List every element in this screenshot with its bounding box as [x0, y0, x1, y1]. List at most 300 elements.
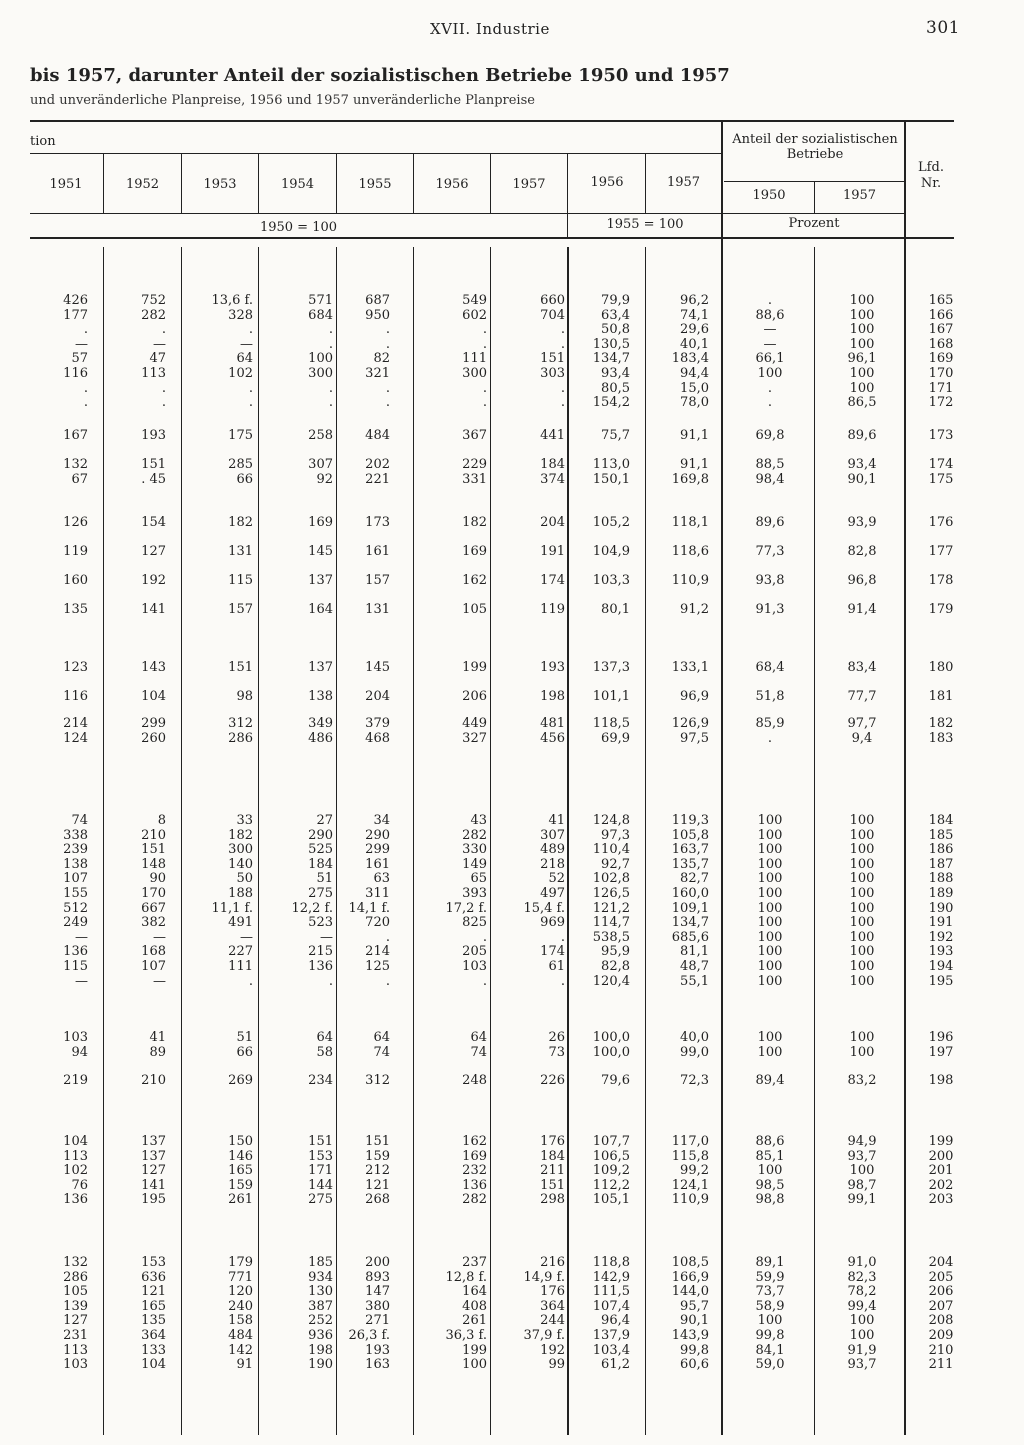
table-cell: 338: [63, 827, 88, 843]
table-cell: .: [482, 973, 487, 989]
table-cell: 66: [236, 471, 253, 487]
table-cell: 449: [462, 716, 487, 731]
table-cell: 91,3: [755, 602, 785, 617]
table-cell: 91: [236, 1357, 253, 1373]
table-cell: 105,1: [592, 1192, 630, 1208]
table-cell: .: [767, 730, 773, 746]
table-cell: 271: [365, 1313, 390, 1329]
table-cell: 120: [228, 1284, 253, 1300]
table-cell: 126: [63, 515, 88, 530]
table-cell: 387: [308, 1298, 333, 1314]
table-cell: 98,7: [847, 1177, 877, 1193]
table-cell: .: [560, 322, 565, 338]
table-cell: 182: [228, 515, 253, 530]
share-year-header: 1950: [752, 188, 786, 203]
table-cell: 151: [141, 842, 166, 858]
table-cell: 89,6: [755, 515, 785, 530]
table-cell: .: [83, 395, 88, 411]
table-cell: 114,7: [592, 915, 630, 931]
table-cell: 258: [308, 428, 333, 443]
table-cell: 9,4: [851, 730, 873, 746]
table-cell: 100: [849, 929, 875, 945]
table-cell: 76: [71, 1177, 88, 1193]
table-cell: 100: [757, 366, 783, 381]
table-cell: 825: [462, 915, 487, 931]
table-cell: 525: [308, 842, 333, 858]
table-cell: 89,4: [755, 1073, 785, 1088]
table-cell: 199: [462, 1342, 487, 1358]
table-cell: 100: [849, 293, 875, 308]
table-cell: 130: [308, 1284, 333, 1300]
table-cell: 100: [849, 336, 875, 352]
table-cell: 166,9: [671, 1269, 709, 1285]
row-number: 173: [928, 428, 954, 443]
table-cell: 167: [63, 428, 88, 443]
row-number: 206: [928, 1284, 954, 1300]
table-cell: 144: [308, 1177, 333, 1193]
table-cell: 311: [365, 886, 390, 901]
table-cell: 137: [308, 573, 333, 588]
table-cell: 118,1: [671, 515, 709, 530]
row-number: 181: [928, 689, 954, 704]
row-number: 190: [928, 900, 954, 916]
row-number: 166: [928, 307, 954, 323]
table-cell: 205: [462, 944, 487, 960]
table-cell: 173: [365, 515, 390, 530]
table-cell: 100: [757, 929, 783, 945]
table-cell: 202: [365, 457, 390, 472]
table-cell: .: [248, 380, 253, 396]
table-cell: .: [482, 929, 487, 945]
table-cell: 198: [308, 1342, 333, 1358]
table-cell: 15,4 f.: [523, 900, 565, 916]
table-cell: 175: [228, 428, 253, 443]
table-cell: 123: [63, 660, 88, 675]
table-cell: 12,8 f.: [445, 1269, 487, 1285]
table-cell: 138: [308, 689, 333, 704]
row-number: 184: [928, 813, 954, 828]
table-cell: 135,7: [671, 856, 709, 872]
table-cell: 159: [228, 1177, 253, 1193]
table-cell: 17,2 f.: [445, 900, 487, 916]
table-cell: 77,7: [847, 689, 877, 704]
table-cell: 321: [365, 366, 390, 381]
table-cell: 182: [228, 827, 253, 843]
table-cell: 134,7: [592, 351, 630, 367]
table-cell: 177: [63, 307, 88, 323]
table-cell: 107: [141, 959, 166, 974]
table-cell: 145: [308, 544, 333, 559]
table-cell: 100,0: [592, 1044, 630, 1060]
table-cell: 97,3: [601, 827, 630, 843]
table-cell: 193: [365, 1342, 390, 1358]
table-cell: —: [153, 973, 166, 989]
table-cell: 94: [71, 1044, 88, 1060]
row-number: 172: [928, 395, 954, 411]
table-cell: 82: [373, 351, 390, 367]
table-cell: 82,8: [847, 544, 877, 559]
table-cell: 176: [540, 1134, 565, 1149]
table-cell: 193: [540, 660, 565, 675]
table-cell: 227: [228, 944, 253, 960]
table-cell: 158: [228, 1313, 253, 1329]
row-number: 189: [928, 886, 954, 901]
table-cell: 103: [63, 1357, 88, 1373]
row-number: 178: [928, 573, 954, 588]
table-cell: 116: [63, 366, 88, 381]
table-cell: 61: [548, 959, 565, 974]
table-cell: .: [560, 336, 565, 352]
table-cell: 100: [849, 813, 875, 828]
table-cell: .: [385, 395, 390, 411]
table-cell: 164: [462, 1284, 487, 1300]
table-cell: 100: [849, 322, 875, 338]
table-cell: 41: [149, 1030, 166, 1045]
table-cell: 282: [462, 1192, 487, 1208]
table-cell: 77,3: [755, 544, 785, 559]
table-cell: 133,1: [671, 660, 709, 675]
table-cell: 115,8: [671, 1148, 709, 1164]
table-cell: 103,4: [592, 1342, 630, 1358]
table-cell: 137: [141, 1134, 166, 1149]
table-cell: 51: [316, 871, 333, 887]
table-cell: 121: [365, 1177, 390, 1193]
page-title: bis 1957, darunter Anteil der sozialistischen Betriebe 1950 und 1957: [30, 65, 730, 86]
table-cell: 486: [308, 730, 333, 746]
table-cell: 43: [470, 813, 487, 828]
table-cell: 50,8: [601, 322, 630, 338]
table-cell: 141: [141, 1177, 166, 1193]
row-number: 185: [928, 827, 954, 843]
table-cell: 260: [141, 730, 166, 746]
table-cell: 282: [462, 827, 487, 843]
table-cell: 100: [757, 827, 783, 843]
table-cell: 174: [540, 573, 565, 588]
table-cell: 14,9 f.: [523, 1269, 565, 1285]
table-cell: 100: [849, 1030, 875, 1045]
table-cell: 105: [462, 602, 487, 617]
table-cell: 100: [849, 900, 875, 916]
table-cell: 100: [849, 856, 875, 872]
table-cell: 112,2: [592, 1177, 630, 1193]
section-header: XVII. Industrie: [430, 20, 550, 38]
row-number: 207: [928, 1298, 954, 1314]
table-cell: 169: [308, 515, 333, 530]
table-cell: 161: [365, 856, 390, 872]
table-cell: 52: [548, 871, 565, 887]
table-cell: 298: [540, 1192, 565, 1208]
table-cell: 88,5: [755, 457, 785, 472]
table-cell: 119: [63, 544, 88, 559]
table-cell: 100: [757, 842, 783, 858]
table-cell: 29,6: [680, 322, 709, 338]
table-cell: 100: [757, 856, 783, 872]
table-cell: 275: [308, 886, 333, 901]
table-cell: 126,5: [592, 886, 630, 901]
table-cell: .: [482, 322, 487, 338]
table-cell: 103: [63, 1030, 88, 1045]
table-cell: 232: [462, 1163, 487, 1179]
table-cell: 115: [63, 959, 88, 974]
table-cell: 99,8: [755, 1328, 785, 1343]
table-cell: 110,9: [671, 1192, 709, 1208]
table-cell: 489: [540, 842, 565, 858]
table-cell: .: [328, 380, 333, 396]
table-cell: 115: [228, 573, 253, 588]
table-cell: 100: [757, 900, 783, 916]
year-header: 1955: [358, 177, 392, 192]
table-cell: 94,9: [847, 1134, 877, 1149]
table-cell: .: [161, 380, 166, 396]
table-cell: 90,1: [680, 1313, 709, 1329]
table-cell: 89,6: [847, 428, 877, 443]
table-cell: 91,2: [680, 602, 709, 617]
table-cell: 685,6: [671, 929, 709, 945]
table-cell: 100: [757, 1313, 783, 1329]
table-cell: 667: [141, 900, 166, 916]
table-cell: 136: [63, 1192, 88, 1208]
table-cell: 214: [63, 716, 88, 731]
table-cell: —: [153, 929, 166, 945]
table-cell: 206: [462, 689, 487, 704]
table-cell: .: [328, 336, 333, 352]
table-cell: 100: [757, 1030, 783, 1045]
table-cell: 602: [462, 307, 487, 323]
table-cell: 103: [462, 959, 487, 974]
table-cell: 275: [308, 1192, 333, 1208]
table-cell: 59,9: [755, 1269, 785, 1285]
table-cell: 184: [308, 856, 333, 872]
table-cell: 299: [141, 716, 166, 731]
share-year-header: 1957: [842, 188, 877, 203]
table-cell: 124,8: [592, 813, 630, 828]
table-cell: 93,7: [847, 1148, 877, 1164]
table-cell: 100: [849, 842, 875, 858]
table-cell: 89: [149, 1044, 166, 1060]
table-cell: 15,0: [680, 380, 709, 396]
table-cell: 113: [141, 366, 166, 381]
row-number: 202: [928, 1177, 954, 1193]
table-cell: 79,6: [601, 1073, 630, 1088]
table-cell: 212: [365, 1163, 390, 1179]
table-cell: 687: [365, 293, 390, 308]
table-cell: 151: [228, 660, 253, 675]
table-cell: 48,7: [680, 959, 709, 974]
table-cell: 132: [63, 1255, 88, 1270]
table-cell: 221: [365, 471, 390, 487]
table-cell: 106,5: [592, 1148, 630, 1164]
table-cell: 484: [365, 428, 390, 443]
table-cell: 47: [149, 351, 166, 367]
table-cell: 100: [849, 1313, 875, 1329]
table-cell: 132: [63, 457, 88, 472]
table-cell: 100: [757, 1044, 783, 1060]
table-cell: 68,4: [755, 660, 785, 675]
table-cell: 169: [462, 544, 487, 559]
table-cell: 303: [540, 366, 565, 381]
table-cell: 214: [365, 944, 390, 960]
table-cell: 12,2 f.: [291, 900, 333, 916]
table-cell: 100: [757, 915, 783, 931]
table-cell: 468: [365, 730, 390, 746]
row-number: 209: [928, 1328, 954, 1343]
table-cell: 636: [141, 1269, 166, 1285]
year-header: 1952: [125, 177, 160, 192]
table-cell: 40,0: [680, 1030, 709, 1045]
row-number: 187: [928, 856, 954, 872]
table-cell: 160,0: [671, 886, 709, 901]
table-cell: 216: [540, 1255, 565, 1270]
table-cell: 124: [63, 730, 88, 746]
top-rule: [30, 120, 954, 122]
year-header: 1953: [203, 177, 237, 192]
table-cell: 234: [308, 1073, 333, 1088]
table-cell: 893: [365, 1269, 390, 1285]
row-number: 197: [928, 1044, 954, 1060]
table-cell: 89,1: [755, 1255, 785, 1270]
table-cell: 163: [365, 1357, 390, 1373]
table-cell: 150,1: [592, 471, 630, 487]
table-cell: 51,8: [755, 689, 785, 704]
table-cell: 88,6: [755, 1134, 785, 1149]
table-cell: 684: [308, 307, 333, 323]
table-cell: 121,2: [592, 900, 630, 916]
table-cell: 168: [141, 944, 166, 960]
table-cell: 100: [757, 871, 783, 887]
table-cell: —: [75, 973, 88, 989]
table-cell: 34: [373, 813, 390, 828]
table-cell: 364: [141, 1328, 166, 1343]
table-cell: 100: [849, 886, 875, 901]
table-cell: 26,3 f.: [348, 1328, 390, 1343]
table-cell: 104,9: [592, 544, 630, 559]
table-cell: 160: [63, 573, 88, 588]
table-cell: 210: [141, 827, 166, 843]
table-cell: 151: [308, 1134, 333, 1149]
table-cell: 91,9: [847, 1342, 877, 1358]
group-label: tion: [30, 134, 56, 149]
table-cell: 200: [365, 1255, 390, 1270]
table-cell: 58,9: [755, 1298, 785, 1314]
table-cell: —: [240, 929, 253, 945]
row-number: 196: [928, 1030, 954, 1045]
table-cell: 176: [540, 1284, 565, 1300]
row-number: 167: [928, 322, 954, 338]
table-cell: 99,1: [847, 1192, 877, 1208]
table-cell: 190: [308, 1357, 333, 1373]
row-number: 201: [928, 1163, 954, 1179]
vline-h: [567, 153, 568, 237]
table-cell: 185: [308, 1255, 333, 1270]
table-cell: 211: [540, 1163, 565, 1179]
table-cell: .: [767, 293, 773, 308]
table-cell: 102,8: [592, 871, 630, 887]
row-number: 177: [928, 544, 954, 559]
table-cell: 120,4: [592, 973, 630, 989]
table-cell: 99,2: [680, 1163, 709, 1179]
table-cell: 154: [141, 515, 166, 530]
row-number: 203: [928, 1192, 954, 1208]
table-cell: 290: [365, 827, 390, 843]
table-cell: 199: [462, 660, 487, 675]
row-number: 168: [928, 336, 954, 352]
table-cell: 100: [849, 380, 875, 396]
table-cell: 155: [63, 886, 88, 901]
table-cell: 50: [236, 871, 253, 887]
table-cell: 136: [63, 944, 88, 960]
table-cell: 61,2: [601, 1357, 630, 1373]
table-cell: 142,9: [592, 1269, 630, 1285]
table-cell: 102: [63, 1163, 88, 1179]
table-cell: 130,5: [592, 336, 630, 352]
table-cell: 99: [548, 1357, 565, 1373]
table-cell: 108,5: [671, 1255, 709, 1270]
table-cell: 143,9: [671, 1328, 709, 1343]
table-cell: .: [385, 322, 390, 338]
table-cell: 14,1 f.: [348, 900, 390, 916]
table-cell: —: [763, 322, 777, 338]
vline-body: [814, 247, 815, 1435]
table-cell: 127: [63, 1313, 88, 1329]
table-cell: 74: [71, 813, 88, 828]
table-cell: 144,0: [671, 1284, 709, 1300]
table-cell: 91,1: [680, 457, 709, 472]
table-cell: .: [328, 973, 333, 989]
table-cell: 153: [141, 1255, 166, 1270]
table-cell: 100: [849, 307, 875, 323]
row-number: 195: [928, 973, 954, 989]
table-cell: 102: [228, 366, 253, 381]
table-cell: 60,6: [680, 1357, 709, 1373]
table-cell: 104: [141, 689, 166, 704]
table-cell: 226: [540, 1073, 565, 1088]
table-cell: 94,4: [680, 366, 709, 381]
year-header: 1957: [512, 177, 546, 192]
table-cell: 282: [141, 307, 166, 323]
table-cell: 13,6 f.: [211, 293, 253, 308]
table-cell: 58: [316, 1044, 333, 1060]
table-cell: 107,7: [592, 1134, 630, 1149]
table-cell: 380: [365, 1298, 390, 1314]
table-cell: 162: [462, 1134, 487, 1149]
table-cell: 162: [462, 573, 487, 588]
row-number: 183: [928, 730, 954, 746]
table-cell: 192: [540, 1342, 565, 1358]
table-cell: 138: [63, 856, 88, 872]
table-cell: 121: [141, 1284, 166, 1300]
table-cell: 159: [365, 1148, 390, 1164]
table-cell: 285: [228, 457, 253, 472]
year-header: 1954: [280, 177, 315, 192]
table-cell: 147: [365, 1284, 390, 1300]
table-cell: 151: [141, 457, 166, 472]
table-cell: 67: [71, 471, 88, 487]
table-cell: .: [767, 395, 773, 411]
table-cell: 117,0: [671, 1134, 709, 1149]
table-cell: 192: [141, 573, 166, 588]
table-cell: 127: [141, 1163, 166, 1179]
table-cell: 934: [308, 1269, 333, 1285]
table-cell: 111,5: [592, 1284, 630, 1300]
table-cell: 169: [462, 1148, 487, 1164]
table-cell: 239: [63, 842, 88, 858]
lfd-label: Lfd. Nr.: [918, 160, 944, 191]
table-cell: 157: [228, 602, 253, 617]
table-cell: 210: [141, 1073, 166, 1088]
table-cell: 96,2: [680, 293, 709, 308]
table-cell: 69,9: [601, 730, 630, 746]
table-cell: 100: [849, 827, 875, 843]
